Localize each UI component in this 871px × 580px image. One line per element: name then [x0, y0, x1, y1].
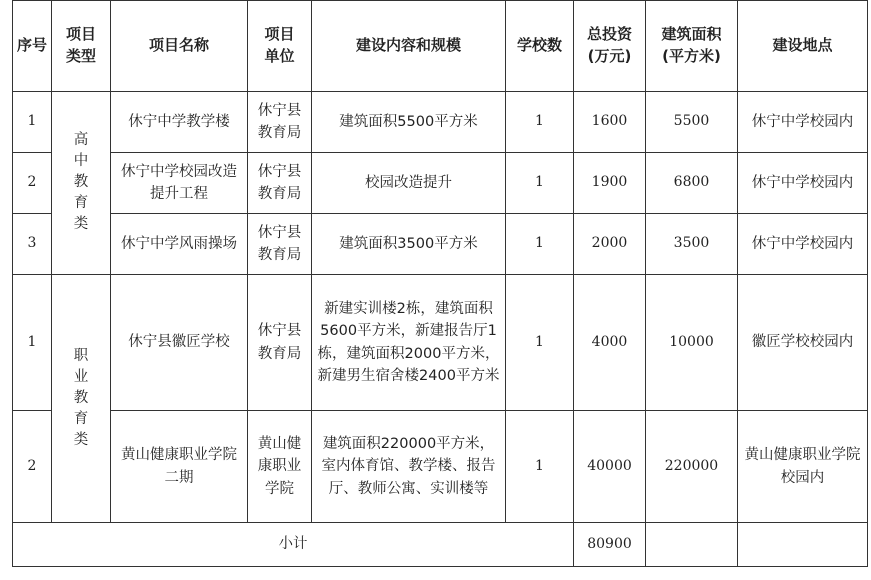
header-row: [13, 1, 868, 92]
header-content: 建设内容和规模: [312, 1, 506, 92]
cell-name: 黄山健康职业学院二期: [111, 411, 248, 523]
table-row: [13, 214, 868, 275]
project-table: [12, 0, 868, 567]
cell-seq: 1: [13, 275, 52, 411]
cell-invest: 2000: [574, 214, 646, 275]
cell-seq: 2: [13, 153, 52, 214]
header-location: 建设地点: [738, 1, 868, 92]
cell-name: 休宁中学校园改造提升工程: [111, 153, 248, 214]
cell-name: 休宁中学风雨操场: [111, 214, 248, 275]
cell-unit: 休宁县教育局: [248, 275, 312, 411]
cell-schools: 1: [506, 92, 574, 153]
cell-name: 休宁县徽匠学校: [111, 275, 248, 411]
header-name: 项目名称: [111, 1, 248, 92]
cell-schools: 1: [506, 411, 574, 523]
cell-schools: 1: [506, 153, 574, 214]
cell-location: 休宁中学校园内: [738, 214, 868, 275]
header-seq: 序号: [13, 1, 52, 92]
cell-area: 3500: [646, 214, 738, 275]
header-invest: 总投资(万元): [574, 1, 646, 92]
header-type: 项目类型: [52, 1, 111, 92]
cell-type: 职业教育类: [52, 275, 111, 523]
cell-content: 新建实训楼2栋，建筑面积5600平方米，新建报告厅1栋，建筑面积2000平方米，新建男生宿舍楼2400平方米: [312, 275, 506, 411]
cell-content: 建筑面积5500平方米: [312, 92, 506, 153]
cell-area: 5500: [646, 92, 738, 153]
table-row: [13, 153, 868, 214]
header-area: 建筑面积(平方米): [646, 1, 738, 92]
table-row: [13, 411, 868, 523]
subtotal-location: [738, 523, 868, 567]
cell-invest: 1900: [574, 153, 646, 214]
cell-seq: 1: [13, 92, 52, 153]
cell-location: 黄山健康职业学院校园内: [738, 411, 868, 523]
cell-area: 6800: [646, 153, 738, 214]
cell-content: 建筑面积220000平方米，室内体育馆、教学楼、报告厅、教师公寓、实训楼等: [312, 411, 506, 523]
subtotal-invest: 80900: [574, 523, 646, 567]
cell-unit: 休宁县教育局: [248, 214, 312, 275]
header-schools: 学校数: [506, 1, 574, 92]
table-row: [13, 92, 868, 153]
cell-seq: 3: [13, 214, 52, 275]
cell-area: 10000: [646, 275, 738, 411]
cell-schools: 1: [506, 275, 574, 411]
cell-unit: 黄山健康职业学院: [248, 411, 312, 523]
subtotal-area: [646, 523, 738, 567]
cell-invest: 40000: [574, 411, 646, 523]
cell-type: 高中教育类: [52, 92, 111, 275]
cell-location: 徽匠学校校园内: [738, 275, 868, 411]
cell-name: 休宁中学教学楼: [111, 92, 248, 153]
cell-seq: 2: [13, 411, 52, 523]
cell-location: 休宁中学校园内: [738, 92, 868, 153]
header-unit: 项目单位: [248, 1, 312, 92]
cell-content: 建筑面积3500平方米: [312, 214, 506, 275]
table-container: [12, 0, 871, 580]
cell-unit: 休宁县教育局: [248, 92, 312, 153]
cell-area: 220000: [646, 411, 738, 523]
cell-invest: 4000: [574, 275, 646, 411]
cell-invest: 1600: [574, 92, 646, 153]
table-row: [13, 275, 868, 411]
cell-unit: 休宁县教育局: [248, 153, 312, 214]
subtotal-label: 小计: [13, 523, 574, 567]
cell-content: 校园改造提升: [312, 153, 506, 214]
cell-schools: 1: [506, 214, 574, 275]
subtotal-row: [13, 523, 868, 567]
cell-location: 休宁中学校园内: [738, 153, 868, 214]
